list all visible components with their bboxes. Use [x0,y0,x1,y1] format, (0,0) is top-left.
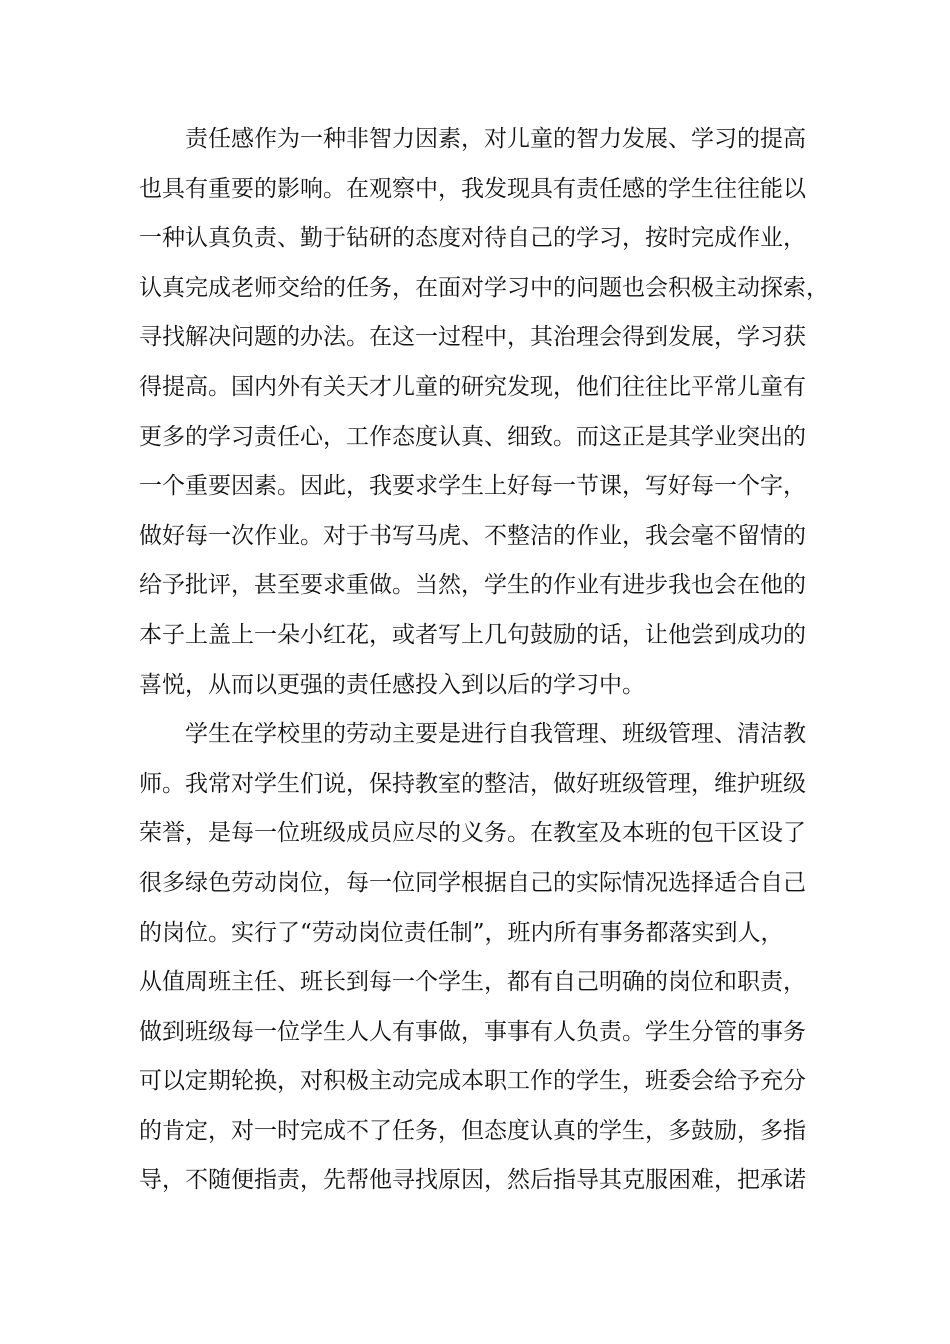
text-line: 认真完成老师交给的任务，在面对学习中的问题也会积极主动探索， [139,274,829,301]
text-line: 荣誉，是每一位班级成员应尽的义务。在教室及本班的包干区设了 [139,820,806,847]
text-line: 师。我常对学生们说，保持教室的整洁，做好班级管理，维护班级 [139,770,806,797]
text-line: 本子上盖上一朵小红花，或者写上几句鼓励的话，让他尝到成功的 [139,621,806,648]
text-line: 学生在学校里的劳动主要是进行自我管理、班级管理、清洁教 [185,721,806,748]
text-line: 得提高。国内外有关天才儿童的研究发现，他们往往比平常儿童有 [139,373,806,400]
text-line: 一种认真负责、勤于钻研的态度对待自己的学习，按时完成作业， [139,225,806,252]
text-line: 喜悦，从而以更强的责任感投入到以后的学习中。 [139,671,645,698]
paragraph-labor [139,710,829,1206]
text-line: 的肯定，对一时完成不了任务，但态度认真的学生，多鼓励，多指 [139,1117,806,1144]
text-line: 做好每一次作业。对于书写马虎、不整洁的作业，我会毫不留情的 [139,522,806,549]
document-body [139,115,829,1206]
text-line: 给予批评，甚至要求重做。当然，学生的作业有进步我也会在他的 [139,572,806,599]
text-line: 导，不随便指责，先帮他寻找原因，然后指导其克服困难，把承诺 [139,1167,806,1194]
text-line: 也具有重要的影响。在观察中，我发现具有责任感的学生往往能以 [139,175,806,202]
text-line: 责任感作为一种非智力因素，对儿童的智力发展、学习的提高 [185,126,806,152]
text-line: 很多绿色劳动岗位，每一位同学根据自己的实际情况选择适合自己 [139,869,806,896]
paragraph-responsibility [139,115,829,710]
text-line: 可以定期轮换，对积极主动完成本职工作的学生，班委会给予充分 [139,1068,806,1095]
text-line: 做到班级每一位学生人人有事做，事事有人负责。学生分管的事务 [139,1018,806,1045]
text-line: 的岗位。实行了“劳动岗位责任制”，班内所有事务都落实到人， [139,919,784,946]
text-line: 从值周班主任、班长到每一个学生，都有自己明确的岗位和职责， [139,969,806,996]
text-line: 更多的学习责任心，工作态度认真、细致。而这正是其学业突出的 [139,423,806,450]
text-line: 一个重要因素。因此，我要求学生上好每一节课，写好每一个字， [139,473,806,500]
text-line: 寻找解决问题的办法。在这一过程中，其治理会得到发展，学习获 [139,324,806,351]
